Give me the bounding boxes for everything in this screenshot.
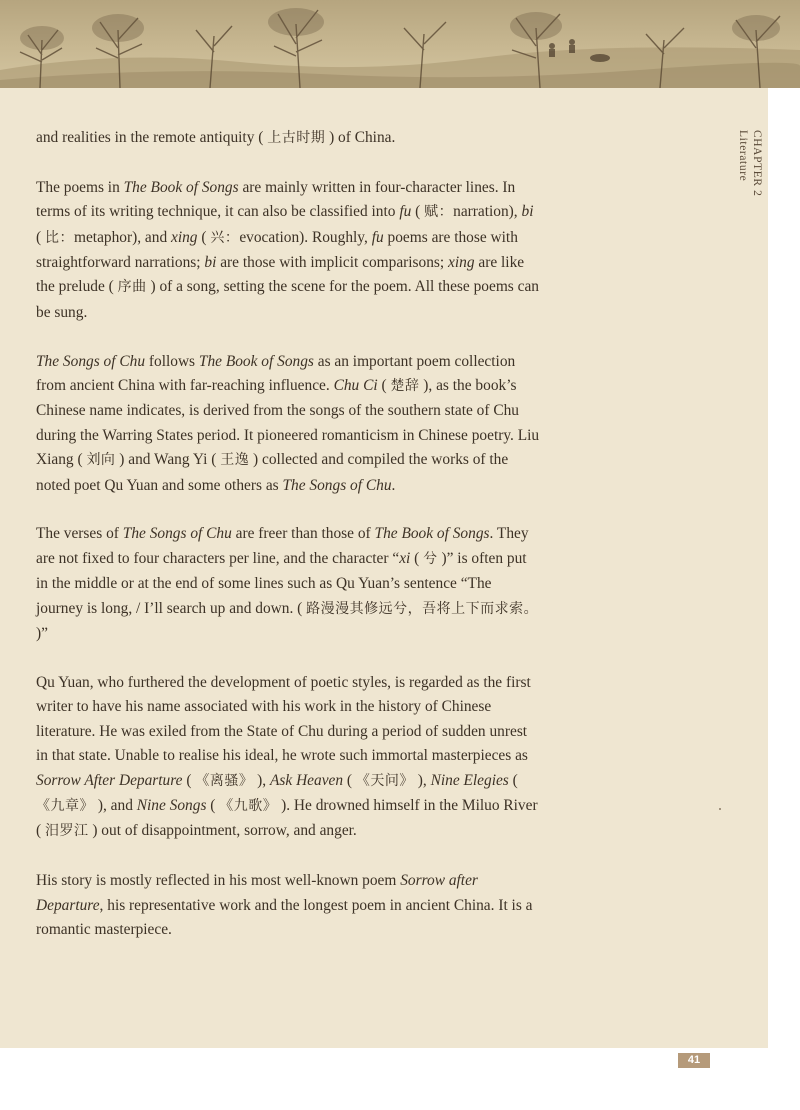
italic-title: fu [371, 228, 384, 246]
chapter-title: Literature [737, 130, 749, 182]
paragraph [36, 671, 540, 845]
chinese-text: 汨罗江 [44, 824, 89, 840]
text-run: are freer than those of [231, 525, 375, 543]
italic-title: xing [171, 228, 198, 246]
italic-title: bi [521, 203, 534, 221]
text-run: ( [343, 771, 356, 789]
italic-title: The Book of Songs [374, 525, 490, 543]
chapter-number: CHAPTER 2 [751, 130, 763, 197]
text-run: ( [508, 771, 518, 789]
landscape-painting-image [0, 0, 800, 88]
chinese-text: 赋： [424, 205, 454, 221]
italic-title: bi [204, 254, 217, 272]
italic-title: The Songs of Chu [282, 476, 392, 494]
italic-title: xi [399, 549, 411, 567]
text-run: ( [206, 796, 220, 814]
chinese-text: 兮 [423, 551, 438, 567]
text-run: and realities in the remote antiquity ( [36, 129, 268, 146]
italic-title: Sorrow after Departure [36, 872, 478, 914]
chinese-text: 王逸 [220, 453, 250, 469]
chinese-text: 刘向 [86, 453, 116, 469]
italic-title: The Book of Songs [198, 352, 314, 370]
text-run: ). He drowned himself in the Miluo River ( [36, 796, 538, 840]
text-run: ) out of disappointment, sorrow, and anger. [88, 822, 357, 840]
italic-title: The Songs of Chu [36, 352, 146, 370]
chinese-text: 序曲 [117, 280, 147, 296]
page-number: 41 [678, 1053, 710, 1068]
text-run: Qu Yuan, who furthered the development of poetic styles, is regarded as the first writer to have his name associated with his work in the history of Chinese literature. He was exiled from the State of Chu during a period of sudden unrest in that state. Unable to realise his ideal, he wrote such immortal masterpieces as [36, 673, 531, 765]
text-run: His story is mostly reflected in his most well-known poem [36, 872, 401, 890]
text-run: ), [253, 771, 270, 789]
text-run: are like the prelude ( [36, 254, 525, 296]
chinese-text: 比： [44, 230, 74, 246]
paragraph [36, 522, 540, 646]
text-run: poems are those with straightforward narrations; [36, 228, 518, 272]
text-run: as an important poem collection from ancient China with far-reaching influence. [36, 352, 516, 395]
text-run: )” [36, 625, 48, 643]
text-run: ( [377, 377, 391, 395]
text-run: ( [36, 228, 45, 246]
text-run: ( [182, 771, 196, 789]
italic-title: xing [448, 254, 475, 272]
paragraph [36, 176, 540, 325]
italic-title: The Book of Songs [123, 178, 239, 196]
chinese-text: 《九章》 [36, 798, 94, 814]
paragraph [36, 869, 540, 942]
page-speck [719, 808, 721, 810]
text-run: ) of China. [325, 129, 396, 146]
italic-title: Nine Songs [136, 796, 207, 814]
paragraph [36, 350, 540, 498]
body-text [36, 126, 540, 967]
chinese-text: 楚辞 [390, 379, 420, 395]
text-run: ) collected and compiled the works of the noted poet Qu Yuan and some others as [36, 451, 509, 494]
text-run: ( [411, 203, 425, 221]
text-run: ), [413, 771, 431, 789]
text-run: narration), [453, 203, 522, 221]
chinese-text: 《天问》 [355, 773, 414, 789]
italic-title: The Songs of Chu [122, 525, 232, 543]
chinese-text: 上古时期 [267, 131, 326, 146]
chinese-text: 兴： [210, 230, 240, 246]
text-run: ) of a song, setting the scene for the poem. All these poems can be sung. [36, 278, 539, 321]
text-run: ( [410, 549, 424, 567]
text-run: ) and Wang Yi ( [115, 451, 221, 469]
header-painting-banner [0, 0, 800, 88]
book-page [0, 88, 768, 1048]
text-run: ( [197, 228, 211, 246]
text-run: ), and [94, 796, 137, 814]
italic-title: Nine Elegies [430, 771, 509, 789]
text-run: are those with implicit comparisons; [216, 254, 449, 272]
italic-title: fu [399, 203, 412, 221]
text-run: . [391, 476, 396, 494]
text-run: metaphor), and [73, 228, 171, 246]
paragraph [36, 126, 540, 151]
chinese-text: 《离骚》 [195, 773, 254, 789]
text-run: ), as the book’s Chinese name indicates, is derived from the songs of the southern state of Chu during the Warring States period. It pioneered romanticism in Chinese poetry. Liu Xiang ( [36, 377, 540, 469]
text-run: , his representative work and the longest poem in ancient China. It is a romantic masterpiece. [36, 896, 533, 938]
text-run: are mainly written in four-character lines. In terms of its writing technique, it can also be classified into [36, 178, 516, 221]
text-run: follows [145, 352, 199, 370]
text-run: evocation). Roughly, [239, 228, 372, 246]
italic-title: Sorrow After Departure [36, 771, 183, 789]
chinese-text: 路漫漫其修远兮，吾将上下而求索。 [306, 601, 539, 617]
page-margin-strip [768, 88, 800, 1048]
text-run: The poems in [36, 178, 124, 196]
italic-title: Ask Heaven [270, 771, 344, 789]
chinese-text: 《九歌》 [219, 798, 278, 814]
text-run: . They are not fixed to four characters per line, and the character “ [36, 525, 529, 567]
text-run: The verses of [36, 525, 123, 543]
text-run: )” is often put in the middle or at the end of some lines such as Qu Yuan’s sentence “The journey is long, / I’ll search up and down. ( [36, 549, 527, 617]
italic-title: Chu Ci [333, 377, 378, 395]
chapter-running-head [736, 130, 764, 196]
